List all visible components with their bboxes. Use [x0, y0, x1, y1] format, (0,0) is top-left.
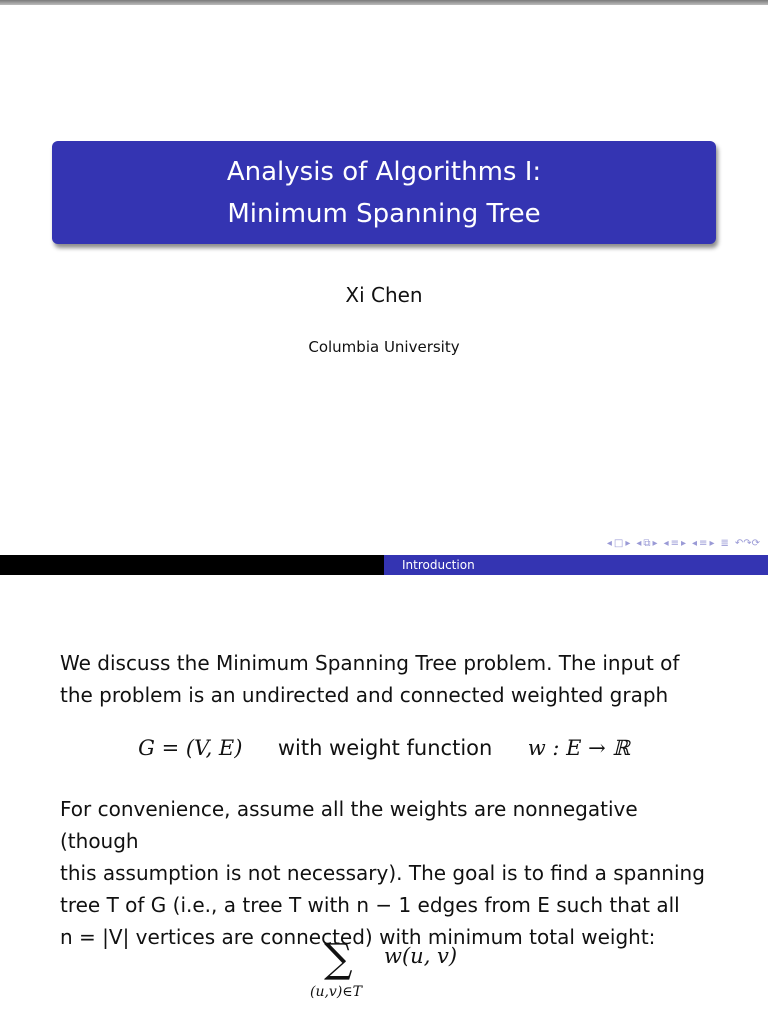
- document-next-icon[interactable]: ▸: [709, 537, 715, 549]
- section-nav[interactable]: [664, 538, 686, 549]
- section-title[interactable]: Introduction: [384, 555, 768, 575]
- paragraph-intro: [60, 647, 720, 711]
- title-line-2: Minimum Spanning Tree: [227, 198, 541, 229]
- document-nav[interactable]: [692, 538, 714, 549]
- para2-line1: For convenience, assume all the weights are nonnegative (though: [60, 797, 638, 853]
- align-icon[interactable]: ≣: [720, 537, 729, 549]
- headline-bar: [0, 555, 768, 575]
- subsection-prev-icon[interactable]: ◂: [636, 537, 642, 549]
- para2-line3: tree T of G (i.e., a tree T with n − 1 edges from E such that all: [60, 893, 680, 917]
- sigma-symbol: ∑: [324, 936, 353, 982]
- section-icon[interactable]: ≡: [670, 537, 679, 549]
- navigation-symbols: [607, 535, 760, 551]
- section-prev-icon[interactable]: ◂: [663, 537, 669, 549]
- institute: Columbia University: [308, 338, 460, 356]
- para2-line2: this assumption is not necessary). The goal is to find a spanning: [60, 861, 705, 885]
- title-box: [52, 141, 716, 244]
- subsection-nav[interactable]: [636, 538, 657, 549]
- title-slide: [0, 5, 768, 555]
- frame-nav[interactable]: [607, 538, 631, 549]
- para1-line2: the problem is an undirected and connected weighted graph: [60, 683, 669, 707]
- eq1-middle: with weight function: [277, 736, 493, 760]
- frame-next-icon[interactable]: ▸: [625, 537, 631, 549]
- section-next-icon[interactable]: ▸: [680, 537, 687, 549]
- eq1-right: w : E → ℝ: [527, 736, 630, 760]
- document-prev-icon[interactable]: ◂: [692, 537, 698, 549]
- graph-equation: [0, 736, 768, 760]
- document-icon[interactable]: ≡: [699, 537, 708, 549]
- para1-line1: We discuss the Minimum Spanning Tree problem. The input of: [60, 651, 680, 675]
- para2-line4: n = |V| vertices are connected) with minimum total weight:: [60, 925, 656, 949]
- paragraph-goal: [60, 793, 720, 953]
- subsection-next-icon[interactable]: ▸: [652, 537, 658, 549]
- frame-prev-icon[interactable]: ◂: [606, 537, 612, 549]
- sum-subscript: (u,v)∈T: [310, 984, 363, 1000]
- subsection-icon[interactable]: ⧉: [643, 537, 651, 549]
- title-line-1: Analysis of Algorithms I:: [226, 156, 542, 187]
- sum-formula: [304, 936, 504, 1012]
- search-back-forward-icon[interactable]: ↶↷⟳: [734, 537, 760, 549]
- author: Xi Chen: [345, 283, 423, 307]
- sum-term: w(u, v): [384, 944, 458, 968]
- eq1-left: G = (V, E): [138, 736, 243, 760]
- frame-icon[interactable]: □: [613, 537, 624, 549]
